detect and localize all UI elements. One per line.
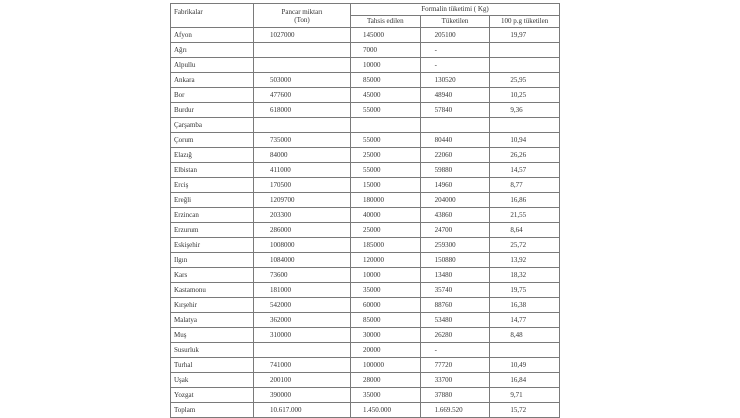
cell-beet-amount: 1027000 [254, 28, 351, 43]
cell-allocated: 85000 [351, 73, 421, 88]
cell-beet-amount: 735000 [254, 133, 351, 148]
cell-consumed: 37880 [420, 388, 490, 403]
header-row-1 [171, 4, 560, 16]
cell-factory: Ağrı [171, 43, 254, 58]
table-row [171, 58, 560, 73]
cell-allocated: 30000 [351, 328, 421, 343]
cell-consumed: 57840 [420, 103, 490, 118]
cell-per-100: 14,77 [490, 313, 560, 328]
cell-consumed: 26280 [420, 328, 490, 343]
cell-per-100: 8,77 [490, 178, 560, 193]
cell-factory: Ankara [171, 73, 254, 88]
cell-per-100: 25,72 [490, 238, 560, 253]
cell-per-100: 18,32 [490, 268, 560, 283]
table-row [171, 313, 560, 328]
cell-per-100: 13,92 [490, 253, 560, 268]
cell-per-100: 19,75 [490, 283, 560, 298]
cell-factory: Elazığ [171, 148, 254, 163]
header-formalin-group: Formalin tüketimi ( Kg) [351, 4, 560, 16]
cell-beet-amount: 503000 [254, 73, 351, 88]
header-beet-amount-line1: Pancar miktarı [281, 8, 323, 16]
table-row [171, 103, 560, 118]
cell-factory: Malatya [171, 313, 254, 328]
cell-per-100: 10,49 [490, 358, 560, 373]
cell-consumed: - [420, 43, 490, 58]
cell-factory: Alpullu [171, 58, 254, 73]
cell-per-100 [490, 58, 560, 73]
cell-beet-amount [254, 43, 351, 58]
header-per-100: 100 p.g tüketilen [490, 16, 560, 28]
table-row [171, 298, 560, 313]
header-factories: Fabrikalar [171, 4, 254, 28]
cell-factory: Erzurum [171, 223, 254, 238]
cell-per-100: 19,97 [490, 28, 560, 43]
cell-allocated: 55000 [351, 103, 421, 118]
cell-per-100 [490, 43, 560, 58]
cell-beet-amount: 741000 [254, 358, 351, 373]
cell-beet-amount: 362000 [254, 313, 351, 328]
cell-allocated: 55000 [351, 133, 421, 148]
cell-beet-amount: 1084000 [254, 253, 351, 268]
cell-consumed: 59880 [420, 163, 490, 178]
cell-allocated: 1.450.000 [351, 403, 421, 418]
cell-factory: Erzincan [171, 208, 254, 223]
cell-per-100 [490, 118, 560, 133]
table-row [171, 88, 560, 103]
cell-beet-amount: 390000 [254, 388, 351, 403]
table-row [171, 193, 560, 208]
cell-per-100: 16,84 [490, 373, 560, 388]
table-row [171, 328, 560, 343]
cell-allocated: 28000 [351, 373, 421, 388]
document-page [170, 3, 560, 418]
table-row [171, 373, 560, 388]
cell-beet-amount [254, 118, 351, 133]
cell-consumed: 24700 [420, 223, 490, 238]
cell-consumed: - [420, 343, 490, 358]
cell-factory: Çorum [171, 133, 254, 148]
table-row [171, 343, 560, 358]
cell-beet-amount [254, 58, 351, 73]
table-row [171, 148, 560, 163]
cell-allocated: 180000 [351, 193, 421, 208]
cell-beet-amount: 170500 [254, 178, 351, 193]
cell-allocated: 85000 [351, 313, 421, 328]
cell-consumed: 259300 [420, 238, 490, 253]
cell-beet-amount: 542000 [254, 298, 351, 313]
cell-allocated: 100000 [351, 358, 421, 373]
table-row [171, 358, 560, 373]
header-beet-amount [254, 4, 351, 28]
cell-consumed: 14960 [420, 178, 490, 193]
cell-consumed: 150880 [420, 253, 490, 268]
cell-per-100: 9,36 [490, 103, 560, 118]
cell-factory: Kars [171, 268, 254, 283]
cell-consumed: - [420, 58, 490, 73]
cell-per-100: 26,26 [490, 148, 560, 163]
cell-factory: Muş [171, 328, 254, 343]
cell-consumed: 53480 [420, 313, 490, 328]
cell-consumed: 88760 [420, 298, 490, 313]
cell-beet-amount [254, 343, 351, 358]
cell-per-100: 21,55 [490, 208, 560, 223]
cell-per-100: 14,57 [490, 163, 560, 178]
cell-allocated: 120000 [351, 253, 421, 268]
cell-allocated: 35000 [351, 388, 421, 403]
cell-factory: Eskişehir [171, 238, 254, 253]
table-row [171, 163, 560, 178]
table-body [171, 28, 560, 418]
cell-factory: Kastamonu [171, 283, 254, 298]
cell-consumed: 43860 [420, 208, 490, 223]
cell-allocated: 45000 [351, 88, 421, 103]
table-row [171, 208, 560, 223]
cell-factory: Burdur [171, 103, 254, 118]
cell-consumed: 13480 [420, 268, 490, 283]
cell-factory: Yozgat [171, 388, 254, 403]
cell-allocated: 185000 [351, 238, 421, 253]
cell-allocated: 20000 [351, 343, 421, 358]
cell-consumed: 35740 [420, 283, 490, 298]
cell-consumed: 205100 [420, 28, 490, 43]
cell-per-100 [490, 343, 560, 358]
formalin-table [170, 3, 560, 418]
table-row [171, 388, 560, 403]
cell-factory: Erciş [171, 178, 254, 193]
cell-beet-amount: 1008000 [254, 238, 351, 253]
cell-allocated: 7000 [351, 43, 421, 58]
cell-per-100: 9,71 [490, 388, 560, 403]
header-consumed: Tüketilen [420, 16, 490, 28]
cell-factory: Kırşehir [171, 298, 254, 313]
cell-per-100: 8,64 [490, 223, 560, 238]
cell-beet-amount: 310000 [254, 328, 351, 343]
cell-allocated: 40000 [351, 208, 421, 223]
cell-beet-amount: 200100 [254, 373, 351, 388]
cell-beet-amount: 73600 [254, 268, 351, 283]
cell-allocated [351, 118, 421, 133]
cell-factory: Ereğli [171, 193, 254, 208]
cell-per-100: 25,95 [490, 73, 560, 88]
table-row [171, 253, 560, 268]
cell-per-100: 16,86 [490, 193, 560, 208]
cell-per-100: 10,25 [490, 88, 560, 103]
cell-allocated: 55000 [351, 163, 421, 178]
header-beet-amount-line2: (Ton) [294, 16, 310, 24]
cell-allocated: 35000 [351, 283, 421, 298]
table-row [171, 403, 560, 418]
cell-allocated: 60000 [351, 298, 421, 313]
table-row [171, 28, 560, 43]
cell-factory: Afyon [171, 28, 254, 43]
cell-factory: Ilgın [171, 253, 254, 268]
cell-factory: Susurluk [171, 343, 254, 358]
cell-factory: Uşak [171, 373, 254, 388]
cell-beet-amount: 411000 [254, 163, 351, 178]
cell-factory: Çarşamba [171, 118, 254, 133]
cell-per-100: 16,38 [490, 298, 560, 313]
table-row [171, 283, 560, 298]
cell-consumed: 22060 [420, 148, 490, 163]
cell-consumed: 130520 [420, 73, 490, 88]
cell-allocated: 25000 [351, 148, 421, 163]
cell-beet-amount: 203300 [254, 208, 351, 223]
cell-beet-amount: 84000 [254, 148, 351, 163]
cell-beet-amount: 618000 [254, 103, 351, 118]
table-row [171, 133, 560, 148]
cell-allocated: 25000 [351, 223, 421, 238]
cell-per-100: 8,48 [490, 328, 560, 343]
table-row [171, 238, 560, 253]
cell-allocated: 10000 [351, 268, 421, 283]
cell-beet-amount: 10.617.000 [254, 403, 351, 418]
cell-consumed [420, 118, 490, 133]
cell-per-100: 10,94 [490, 133, 560, 148]
cell-factory: Turhal [171, 358, 254, 373]
cell-factory: Bor [171, 88, 254, 103]
table-row [171, 223, 560, 238]
table-row [171, 43, 560, 58]
cell-allocated: 15000 [351, 178, 421, 193]
cell-consumed: 204000 [420, 193, 490, 208]
cell-allocated: 10000 [351, 58, 421, 73]
table-row [171, 268, 560, 283]
cell-factory: Toplam [171, 403, 254, 418]
cell-consumed: 77720 [420, 358, 490, 373]
table-row [171, 73, 560, 88]
table-row [171, 178, 560, 193]
cell-per-100: 15,72 [490, 403, 560, 418]
cell-consumed: 48940 [420, 88, 490, 103]
cell-consumed: 80440 [420, 133, 490, 148]
header-allocated: Tahsis edilen [351, 16, 421, 28]
table-row [171, 118, 560, 133]
cell-beet-amount: 477600 [254, 88, 351, 103]
cell-consumed: 1.669.520 [420, 403, 490, 418]
cell-beet-amount: 181000 [254, 283, 351, 298]
cell-beet-amount: 286000 [254, 223, 351, 238]
cell-beet-amount: 1209700 [254, 193, 351, 208]
cell-factory: Elbistan [171, 163, 254, 178]
cell-allocated: 145000 [351, 28, 421, 43]
cell-consumed: 33700 [420, 373, 490, 388]
